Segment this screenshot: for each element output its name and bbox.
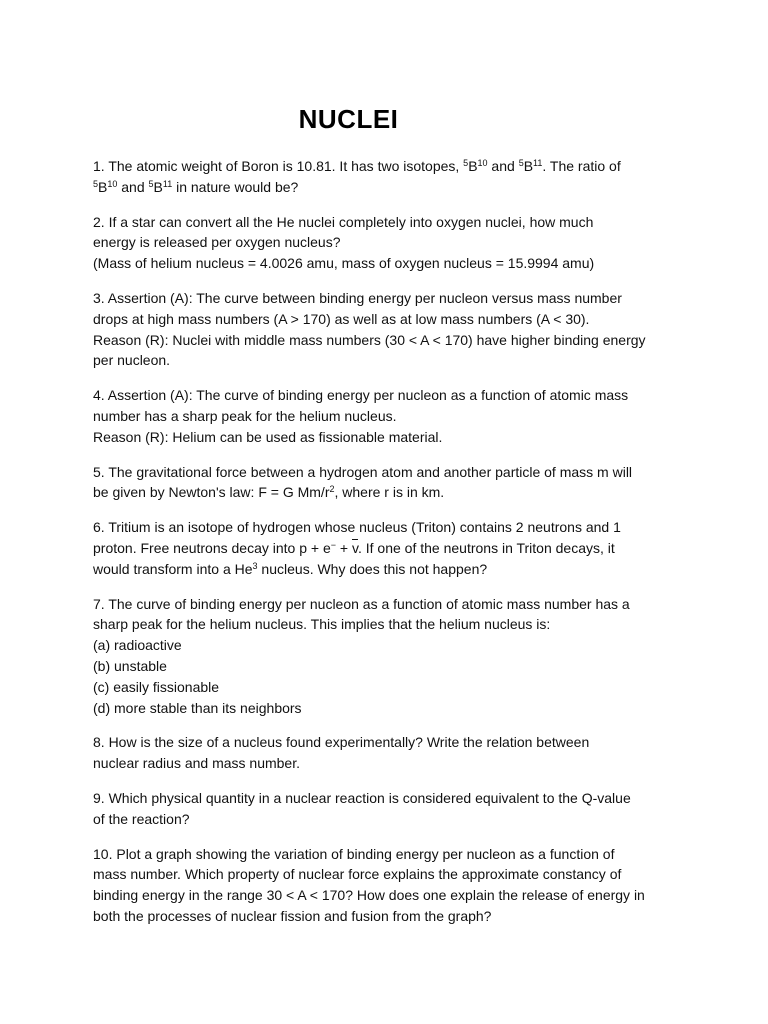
question-7-line-1: 7. The curve of binding energy per nucleon as a function of atomic mass number has a (93, 595, 630, 612)
question-5-line-1: 5. The gravitational force between a hydrogen atom and another particle of mass m will (93, 463, 633, 480)
question-4 (93, 385, 683, 447)
question-2-line-1: 2. If a star can convert all the He nuclei completely into oxygen nuclei, how much (93, 213, 594, 230)
question-9 (93, 788, 683, 830)
question-6 (93, 517, 683, 579)
question-4-line-1: 4. Assertion (A): The curve of binding energy per nucleon as a function of atomic mass (93, 387, 629, 404)
question-1 (93, 156, 683, 198)
question-2 (93, 212, 683, 274)
question-10-line-4: both the processes of nuclear fission and fusion from the graph? (93, 907, 492, 924)
question-5-line-2: be given by Newton's law: F = G $Mm/r^2$, where r is in km. (93, 484, 445, 501)
question-list (93, 156, 683, 941)
question-7-option-b: (b) unstable (93, 657, 167, 674)
question-1-line-2: $^5B^{10}$ and $^5B^{11}$ in nature would be? (93, 178, 299, 195)
question-10-line-3: binding energy in the range 30 < A < 170? How does one explain the release of energy in (93, 887, 645, 904)
question-6-line-1: 6. Tritium is an isotope of hydrogen whose nucleus (Triton) contains 2 neutrons and 1 (93, 519, 621, 536)
question-7-option-d: (d) more stable than its neighbors (93, 699, 302, 716)
question-1-line-1: 1. The atomic weight of Boron is 10.81. It has two isotopes, $^5B^{10}$ and $^5B^{11}$. The ratio of (93, 158, 621, 174)
question-10 (93, 844, 683, 927)
question-3-line-3: Reason (R): Nuclei with middle mass numbers (30 < A < 170) have higher binding energy (93, 331, 646, 348)
question-8-line-2: nuclear radius and mass number. (93, 755, 300, 772)
question-8 (93, 732, 683, 774)
antineutrino-symbol: $\overline{v}$ (352, 539, 358, 556)
question-10-line-1: 10. Plot a graph showing the variation of binding energy per nucleon as a function of (93, 845, 615, 862)
question-7 (93, 594, 683, 719)
question-10-line-2: mass number. Which property of nuclear force explains the approximate constancy of (93, 866, 622, 883)
question-7-option-a: (a) radioactive (93, 637, 182, 654)
question-6-line-3: would transform into a He$^3$ nucleus. Why does this not happen? (93, 560, 488, 577)
question-5 (93, 462, 683, 504)
question-9-line-2: of the reaction? (93, 810, 190, 827)
question-2-line-3: (Mass of helium nucleus = 4.0026 amu, mass of oxygen nucleus = 15.9994 amu) (93, 255, 595, 272)
question-9-line-1: 9. Which physical quantity in a nuclear reaction is considered equivalent to the Q-value (93, 789, 631, 806)
question-4-line-2: number has a sharp peak for the helium nucleus. (93, 407, 397, 424)
page-title: NUCLEI (298, 104, 399, 134)
question-3 (93, 288, 683, 371)
question-2-line-2: energy is released per oxygen nucleus? (93, 234, 341, 251)
question-7-line-2: sharp peak for the helium nucleus. This implies that the helium nucleus is: (93, 616, 551, 633)
question-4-line-3: Reason (R): Helium can be used as fissionable material. (93, 428, 443, 445)
question-8-line-1: 8. How is the size of a nucleus found experimentally? Write the relation between (93, 734, 590, 751)
question-7-option-c: (c) easily fissionable (93, 678, 220, 695)
question-3-line-1: 3. Assertion (A): The curve between binding energy per nucleon versus mass number (93, 289, 622, 306)
question-3-line-2: drops at high mass numbers (A > 170) as well as at low mass numbers (A < 30). (93, 310, 590, 327)
question-6-line-2: proton. Free neutrons decay into $p + e^- + \overline{v}$. If one of the neutrons in Triton decays, it (93, 539, 615, 556)
question-3-line-4: per nucleon. (93, 352, 171, 369)
